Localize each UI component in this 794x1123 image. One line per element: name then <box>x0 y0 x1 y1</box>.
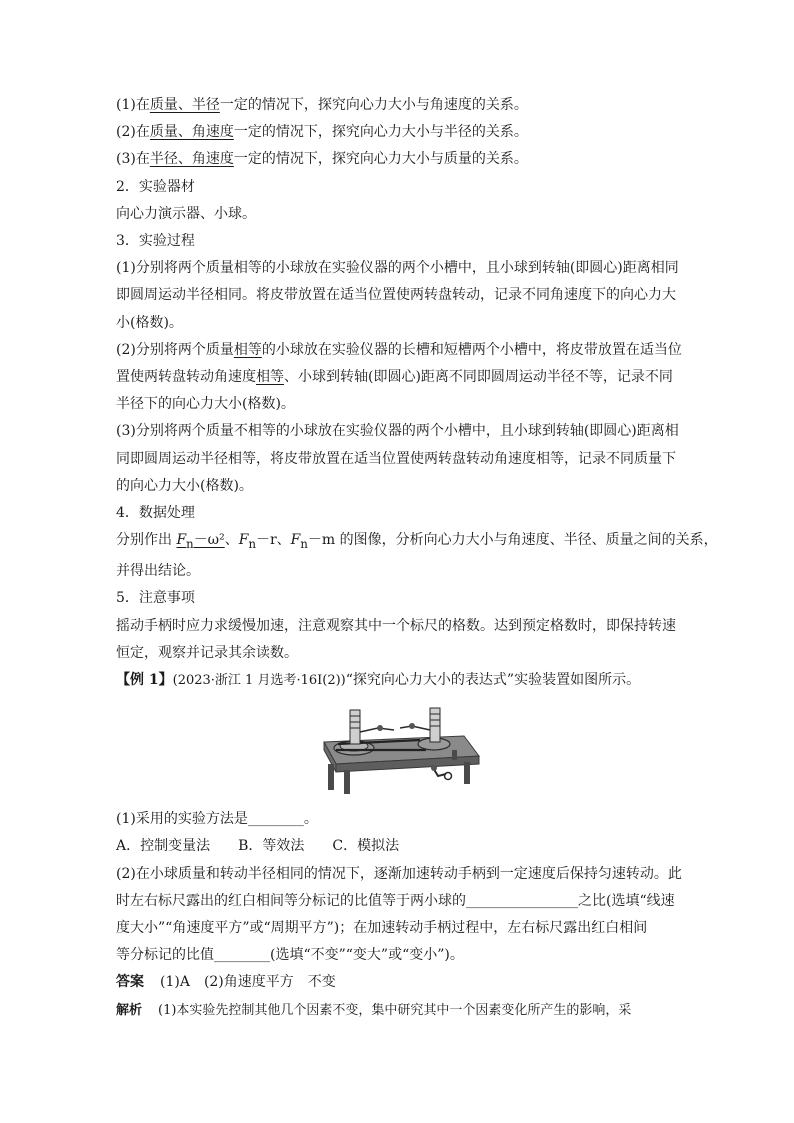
formula-3: F <box>290 532 301 549</box>
aim-1: (1)在质量、半径一定的情况下，探究向心力大小与角速度的关系。 <box>116 97 528 113</box>
paragraph-line: (2)分别将两个质量相等的小球放在实验仪器的长槽和短槽两个小槽中，将皮带放置在适当位 <box>116 341 682 358</box>
apparatus-figure <box>116 704 682 800</box>
paragraph-line: 小(格数)。 <box>116 314 183 331</box>
section-heading: 2．实验器材 <box>116 178 195 195</box>
formula-2: F <box>238 532 249 549</box>
centripetal-force-apparatus-image <box>314 704 484 800</box>
formula-1: $F_n-\omega^2$ <box>176 532 225 552</box>
paragraph-line: 的向心力大小(格数)。 <box>116 477 253 494</box>
section-heading: 3．实验过程 <box>116 233 195 250</box>
question-1-options: A．控制变量法 B．等效法 C．模拟法 <box>116 838 400 855</box>
answer-line: 答案 (1)A (2)角速度平方 不变 <box>116 974 336 991</box>
underlined-term: 质量、角速度 <box>149 124 234 141</box>
paragraph-line: 同即圆周运动半径相等，将皮带放置在适当位置使两转盘转动角速度相等，记录不同质量下 <box>116 450 676 467</box>
underlined-term: 相等 <box>256 369 284 386</box>
section-heading: 5．注意事项 <box>116 590 195 607</box>
paragraph-line: (1)分别将两个质量相等的小球放在实验仪器的两个小槽中，且小球到转轴(即圆心)距离相同 <box>116 260 679 277</box>
example-heading: 【例 1】(2023·浙江 1 月选考·16Ⅰ(2))“探究向心力大小的表达式”实验装置如图所示。 <box>116 672 641 689</box>
aim-3: (3)在半径、角速度一定的情况下，探究向心力大小与质量的关系。 <box>116 151 528 168</box>
document-page <box>116 92 718 1024</box>
underlined-term: 质量、半径 <box>149 97 220 113</box>
question-2-line: 等分标记的比值________(选填“不变”“变大”或“变小”)。 <box>116 947 464 964</box>
paragraph-line: 置使两转盘转动角速度相等、小球到转轴(即圆心)距离不同即圆周运动半径不等，记录不同 <box>116 369 673 386</box>
paragraph-line: 半径下的向心力大小(格数)。 <box>116 396 295 413</box>
paragraph-line: 摇动手柄时应力求缓慢加速，注意观察其中一个标尺的格数。达到预定格数时，即保持转速 <box>116 617 676 634</box>
question-2-line: 时左右标尺露出的红白相间等分标记的比值等于两小球的________________之比(选填“线速 <box>116 892 675 909</box>
question-2-line: (2)在小球质量和转动半径相同的情况下，逐渐加速转动手柄到一定速度后保持匀速转动。此 <box>116 865 682 882</box>
paragraph-line: 即圆周运动半径相同。将皮带放置在适当位置使两转盘转动，记录不同角速度下的向心力大 <box>116 287 676 304</box>
explanation-line: 解析 (1)本实验先控制其他几个因素不变，集中研究其中一个因素变化所产生的影响，采 <box>116 1002 632 1018</box>
underlined-term: 半径、角速度 <box>149 151 234 168</box>
question-1: (1)采用的实验方法是________。 <box>116 811 318 828</box>
section-heading: 4．数据处理 <box>116 505 195 522</box>
aim-2: (2)在质量、角速度一定的情况下，探究向心力大小与半径的关系。 <box>116 124 528 141</box>
paragraph-line: 分别作出 $F_n-\omega^2$、$F_n-r$、$F_n-m$ 的图像，分析向心力大小与角速度、半径、质量之间的关系， <box>116 532 718 552</box>
paragraph: 向心力演示器、小球。 <box>116 205 256 222</box>
paragraph-line: (3)分别将两个质量不相等的小球放在实验仪器的两个小槽中，且小球到转轴(即圆心)距离相 <box>116 423 679 440</box>
paragraph-line: 并得出结论。 <box>116 563 200 580</box>
question-2-line: 度大小”“角速度平方”或“周期平方”)；在加速转动手柄过程中，左右标尺露出红白相间 <box>116 920 648 937</box>
paragraph-line: 恒定，观察并记录其余读数。 <box>116 644 298 661</box>
underlined-term: 相等 <box>233 341 262 358</box>
